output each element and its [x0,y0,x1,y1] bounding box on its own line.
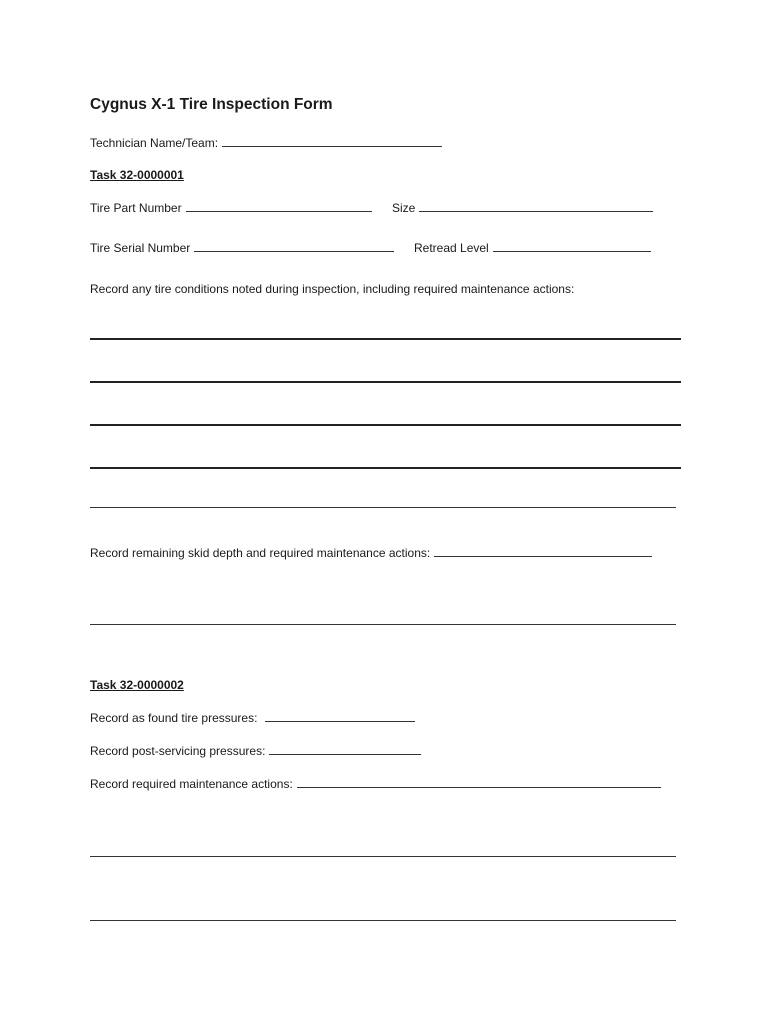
size-row [392,201,653,215]
skid-depth-label: Record remaining skid depth and required maintenance actions: [90,546,431,560]
skid-depth-field[interactable] [434,546,652,557]
size-label: Size [392,201,416,215]
maintenance-row [90,777,661,791]
tire-serial-number-label: Tire Serial Number [90,241,191,255]
skid-depth-line-2[interactable] [90,624,676,625]
post-servicing-pressure-field[interactable] [269,744,421,755]
tire-serial-number-row [90,241,394,255]
conditions-line-5[interactable] [90,507,676,508]
conditions-line-1[interactable] [90,338,681,340]
technician-label: Technician Name/Team: [90,136,219,150]
conditions-line-2[interactable] [90,381,681,383]
tire-part-number-label: Tire Part Number [90,201,182,215]
maintenance-line-2[interactable] [90,856,676,857]
as-found-pressure-field[interactable] [265,711,415,722]
retread-level-field[interactable] [493,241,651,252]
maintenance-label: Record required maintenance actions: [90,777,293,791]
tire-part-number-field[interactable] [186,201,372,212]
tire-part-number-row [90,201,372,215]
tire-serial-number-field[interactable] [194,241,394,252]
task2-heading: Task 32-0000002 [90,678,184,692]
as-found-row [90,711,415,725]
task1-heading: Task 32-0000001 [90,168,184,182]
maintenance-field[interactable] [297,777,661,788]
skid-depth-row [90,546,652,560]
conditions-line-3[interactable] [90,424,681,426]
post-servicing-row [90,744,421,758]
conditions-line-4[interactable] [90,467,681,469]
form-title: Cygnus X-1 Tire Inspection Form [90,96,333,113]
conditions-label: Record any tire conditions noted during inspection, including required maintenance actions: [90,282,575,296]
technician-name-field[interactable] [222,136,442,147]
as-found-label: Record as found tire pressures: [90,711,258,725]
post-servicing-label: Record post-servicing pressures: [90,744,266,758]
retread-level-label: Retread Level [414,241,489,255]
retread-level-row [414,241,651,255]
size-field[interactable] [419,201,653,212]
maintenance-line-3[interactable] [90,920,676,921]
technician-row [90,136,442,150]
